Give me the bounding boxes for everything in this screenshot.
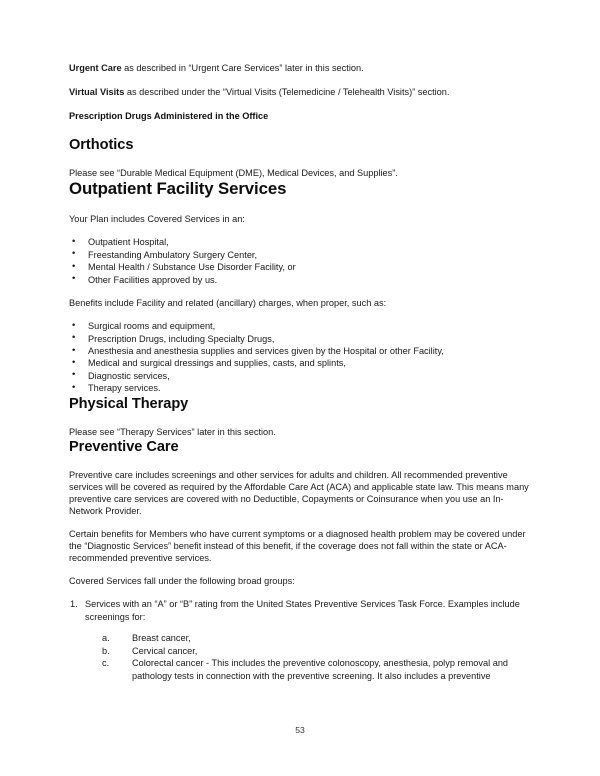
list-item-text: Cervical cancer, xyxy=(132,645,198,656)
preventive-care-paragraph-1: Preventive care includes screenings and other services for adults and children. All recommended preventive services will be covered as required by the Affordable Care Act (ACA) and applicable state law. This means many preventive care services are covered with no Deductible, Copayments or Coinsurance when you use an In-Network Provider. xyxy=(69,469,529,516)
heading-orthotics: Orthotics xyxy=(69,137,134,154)
list-marker: c. xyxy=(102,658,110,669)
list-item: • Mental Health / Substance Use Disorder Facility, or xyxy=(69,261,532,273)
urgent-care-text: as described in “Urgent Care Services” later in this section. xyxy=(121,63,364,73)
list-item: • Other Facilities approved by us. xyxy=(69,274,532,286)
list-item: • Diagnostic services, xyxy=(69,370,532,382)
virtual-visits-label: Virtual Visits xyxy=(69,87,125,98)
outpatient-intro-paragraph: Your Plan includes Covered Services in an: xyxy=(69,214,245,225)
covered-services-numbered-list xyxy=(69,598,532,681)
list-item: • Therapy services. xyxy=(69,382,532,394)
virtual-visits-text: as described under the “Virtual Visits (Telemedicine / Telehealth Visits)” section. xyxy=(124,87,450,98)
outpatient-benefits-list xyxy=(69,320,532,394)
outpatient-facility-list xyxy=(69,236,532,286)
page-content xyxy=(69,62,532,693)
prescription-drugs-office-heading: Prescription Drugs Administered in the Office xyxy=(69,111,269,122)
list-item: • Surgical rooms and equipment, xyxy=(69,320,532,332)
list-marker: b. xyxy=(102,645,110,656)
physical-therapy-paragraph: Please see “Therapy Services” later in this section. xyxy=(69,426,276,437)
virtual-visits-line xyxy=(69,86,532,98)
list-item: • Prescription Drugs, including Specialty Drugs, xyxy=(69,333,532,345)
heading-physical-therapy: Physical Therapy xyxy=(69,395,189,412)
list-item-text: Services with an “A” or “B” rating from the United States Preventive Services Task Force. Examples include screenings for: xyxy=(85,599,520,622)
list-item xyxy=(85,657,532,682)
heading-outpatient-facility-services: Outpatient Facility Services xyxy=(69,179,287,199)
heading-preventive-care: Preventive Care xyxy=(69,438,179,455)
list-marker: 1. xyxy=(70,599,78,610)
list-item xyxy=(85,632,532,644)
urgent-care-line xyxy=(69,62,532,74)
list-item xyxy=(69,598,532,681)
list-item: • Anesthesia and anesthesia supplies and services given by the Hospital or other Facility, xyxy=(69,345,532,357)
list-item-text: Breast cancer, xyxy=(132,633,191,644)
screenings-lettered-list xyxy=(85,632,532,682)
preventive-care-paragraph-2: Certain benefits for Members who have current symptoms or a diagnosed health problem may be covered under the “Diagnostic Services” benefit instead of this benefit, if the coverage does not fall within the state or ACA-recommended preventive services. xyxy=(69,529,526,564)
page-number: 53 xyxy=(295,725,305,735)
list-item: • Outpatient Hospital, xyxy=(69,236,532,248)
outpatient-benefits-paragraph: Benefits include Facility and related (ancillary) charges, when proper, such as: xyxy=(69,298,387,309)
orthotics-paragraph: Please see “Durable Medical Equipment (DME), Medical Devices, and Supplies”. xyxy=(69,168,398,179)
list-item-text: Colorectal cancer - This includes the preventive colonoscopy, anesthesia, polyp removal and pathology tests in connection with the preventive screening. It also includes a preventive xyxy=(132,658,509,681)
list-marker: a. xyxy=(102,633,110,644)
preventive-care-paragraph-3: Covered Services fall under the following broad groups: xyxy=(69,576,295,587)
list-item: • Freestanding Ambulatory Surgery Center, xyxy=(69,249,532,261)
list-item: • Medical and surgical dressings and supplies, casts, and splints, xyxy=(69,357,532,369)
urgent-care-label: Urgent Care xyxy=(69,63,122,73)
list-item xyxy=(85,645,532,657)
